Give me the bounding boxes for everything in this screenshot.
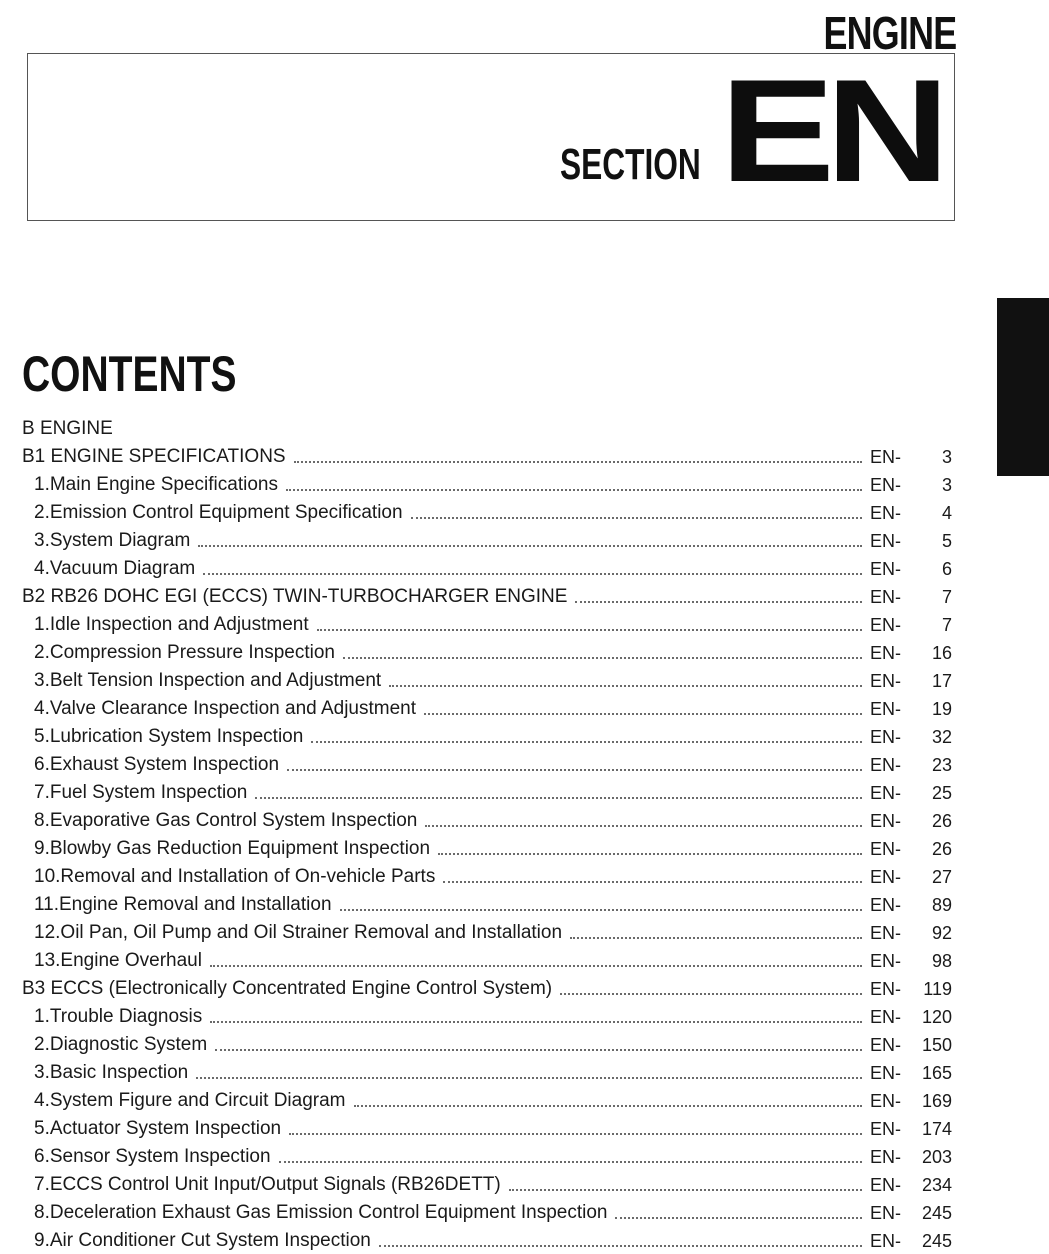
page-number: 169 [921, 1091, 952, 1111]
toc-entry[interactable] [22, 860, 952, 888]
toc-entry-label: 5.Lubrication System Inspection [34, 726, 304, 747]
page-prefix: EN- [870, 1231, 901, 1251]
chapter-title: ENGINE [823, 7, 956, 59]
dot-leader [203, 569, 862, 575]
page-number: 32 [931, 727, 952, 747]
page-prefix: EN- [870, 839, 901, 859]
page-number: 120 [921, 1007, 952, 1027]
page-number: 245 [921, 1203, 952, 1223]
toc-page-ref [862, 502, 952, 524]
toc-entry[interactable] [22, 1140, 952, 1168]
page-number: 7 [941, 587, 952, 607]
toc-entry[interactable] [22, 776, 952, 804]
toc-entry-label: 12.Oil Pan, Oil Pump and Oil Strainer Removal and Installation [34, 922, 563, 943]
toc-entry[interactable] [22, 916, 952, 944]
page-number: 26 [931, 839, 952, 859]
dot-leader [294, 457, 862, 463]
toc-entry-label: B1 ENGINE SPECIFICATIONS [22, 446, 286, 467]
dot-leader [379, 1241, 862, 1247]
dot-leader [340, 905, 862, 911]
toc-entry[interactable] [22, 524, 952, 552]
page-prefix: EN- [870, 671, 901, 691]
toc-entry-label: B2 RB26 DOHC EGI (ECCS) TWIN-TURBOCHARGER ENGINE [22, 586, 568, 607]
toc-page-ref [862, 446, 952, 468]
toc-entry[interactable] [22, 1000, 952, 1028]
page-prefix: EN- [870, 727, 901, 747]
toc-entry-label: 9.Blowby Gas Reduction Equipment Inspection [34, 838, 431, 859]
page-number: 245 [921, 1231, 952, 1251]
toc-page-ref [862, 1202, 952, 1224]
page-prefix: EN- [870, 951, 901, 971]
toc-entry[interactable] [22, 692, 952, 720]
dot-leader [570, 933, 862, 939]
toc-page-ref [862, 670, 952, 692]
dot-leader [560, 989, 862, 995]
dot-leader [443, 877, 862, 883]
page-number: 119 [923, 979, 952, 999]
toc-page-ref [862, 726, 952, 748]
toc-entry[interactable] [22, 1224, 952, 1252]
section-label: SECTION [560, 140, 701, 189]
page-prefix: EN- [870, 1035, 901, 1055]
toc-page-ref [862, 1174, 952, 1196]
page-number: 23 [931, 755, 952, 775]
dot-leader [286, 485, 862, 491]
page-number: 174 [921, 1119, 952, 1139]
toc-page-ref [862, 782, 952, 804]
dot-leader [438, 849, 862, 855]
page-prefix: EN- [870, 867, 901, 887]
page-number: 150 [921, 1035, 952, 1055]
page-prefix: EN- [870, 1175, 901, 1195]
toc-page-ref [862, 1146, 952, 1168]
page-number: 3 [941, 475, 952, 495]
dot-leader [389, 681, 862, 687]
page-number: 98 [931, 951, 952, 971]
toc-entry-label: 2.Compression Pressure Inspection [34, 642, 335, 663]
page-prefix: EN- [870, 1119, 901, 1139]
dot-leader [196, 1073, 862, 1079]
toc-page-ref [862, 698, 952, 720]
page-number: 6 [941, 559, 952, 579]
toc-entry-label: 8.Evaporative Gas Control System Inspection [34, 810, 418, 831]
toc-page-ref [862, 642, 952, 664]
page-prefix: EN- [870, 643, 901, 663]
toc-page-ref [862, 1090, 952, 1112]
toc-entry-label: 4.Valve Clearance Inspection and Adjustment [34, 698, 416, 719]
toc-page-ref [862, 894, 952, 916]
toc-entry[interactable] [22, 636, 952, 664]
contents-title: CONTENTS [22, 346, 237, 402]
dot-leader [311, 737, 862, 743]
toc-entry[interactable] [22, 1168, 952, 1196]
toc-entry[interactable] [22, 888, 952, 916]
dot-leader [210, 1017, 862, 1023]
toc-entry[interactable] [22, 748, 952, 776]
page-number: 19 [931, 699, 952, 719]
toc-group-label: B ENGINE [22, 418, 113, 439]
dot-leader [615, 1213, 862, 1219]
toc-page-ref [862, 1230, 952, 1252]
toc-entry-label: 3.Basic Inspection [34, 1062, 189, 1083]
toc-entry[interactable] [22, 1084, 952, 1112]
toc-entry-label: 10.Removal and Installation of On-vehicle Parts [34, 866, 436, 887]
toc-entry[interactable] [22, 804, 952, 832]
toc-page-ref [862, 978, 952, 1000]
toc-entry-label: 2.Diagnostic System [34, 1034, 208, 1055]
dot-leader [425, 821, 862, 827]
toc-page-ref [862, 1062, 952, 1084]
page-number: 89 [931, 895, 952, 915]
section-code: EN [720, 49, 941, 212]
dot-leader [279, 1157, 862, 1163]
toc-entry-label: 13.Engine Overhaul [34, 950, 202, 971]
page-prefix: EN- [870, 1203, 901, 1223]
page-number: 7 [941, 615, 952, 635]
toc-page-ref [862, 586, 952, 608]
page-prefix: EN- [870, 503, 901, 523]
toc-entry[interactable] [22, 832, 952, 860]
page-prefix: EN- [870, 531, 901, 551]
toc-section-entry[interactable] [22, 440, 952, 468]
page-prefix: EN- [870, 559, 901, 579]
page-number: 234 [921, 1175, 952, 1195]
toc-group-heading [22, 412, 952, 440]
toc-entry[interactable] [22, 1196, 952, 1224]
page-prefix: EN- [870, 615, 901, 635]
toc-entry-label: B3 ECCS (Electronically Concentrated Engine Control System) [22, 978, 553, 999]
toc-page-ref [862, 614, 952, 636]
toc-entry-label: 1.Main Engine Specifications [34, 474, 278, 495]
toc-page-ref [862, 1006, 952, 1028]
toc-entry-label: 11.Engine Removal and Installation [34, 894, 332, 915]
toc-page-ref [862, 866, 952, 888]
page-number: 16 [931, 643, 952, 663]
page-prefix: EN- [870, 811, 901, 831]
toc-entry[interactable] [22, 496, 952, 524]
page-number: 92 [931, 923, 952, 943]
toc-entry-label: 2.Emission Control Equipment Specification [34, 502, 403, 523]
dot-leader [424, 709, 862, 715]
toc-entry[interactable] [22, 1112, 952, 1140]
toc-entry-label: 6.Exhaust System Inspection [34, 754, 280, 775]
section-tab-marker [997, 298, 1049, 476]
toc-entry[interactable] [22, 608, 952, 636]
toc-page-ref [862, 530, 952, 552]
toc-page-ref [862, 754, 952, 776]
page-prefix: EN- [870, 895, 901, 915]
toc-page-ref [862, 1118, 952, 1140]
page-number: 27 [931, 867, 952, 887]
page-prefix: EN- [870, 979, 901, 999]
dot-leader [354, 1101, 863, 1107]
dot-leader [198, 541, 862, 547]
dot-leader [317, 625, 862, 631]
page-number: 4 [941, 503, 952, 523]
table-of-contents [22, 412, 952, 1252]
page-prefix: EN- [870, 1147, 901, 1167]
toc-entry-label: 1.Trouble Diagnosis [34, 1006, 203, 1027]
page-number: 17 [931, 671, 952, 691]
dot-leader [509, 1185, 862, 1191]
page-prefix: EN- [870, 1063, 901, 1083]
toc-page-ref [862, 558, 952, 580]
toc-page-ref [862, 950, 952, 972]
toc-page-ref [862, 838, 952, 860]
page-number: 3 [941, 447, 952, 467]
toc-entry[interactable] [22, 468, 952, 496]
dot-leader [255, 793, 862, 799]
page-prefix: EN- [870, 923, 901, 943]
page-prefix: EN- [870, 587, 901, 607]
dot-leader [289, 1129, 862, 1135]
toc-entry[interactable] [22, 552, 952, 580]
toc-entry-label: 1.Idle Inspection and Adjustment [34, 614, 309, 635]
toc-entry[interactable] [22, 664, 952, 692]
toc-section-entry[interactable] [22, 972, 952, 1000]
dot-leader [575, 597, 862, 603]
dot-leader [343, 653, 862, 659]
toc-entry[interactable] [22, 944, 952, 972]
toc-page-ref [862, 1034, 952, 1056]
toc-entry-label: 7.Fuel System Inspection [34, 782, 248, 803]
page-number: 26 [931, 811, 952, 831]
toc-page-ref [862, 810, 952, 832]
toc-entry-label: 9.Air Conditioner Cut System Inspection [34, 1230, 371, 1251]
page-prefix: EN- [870, 1007, 901, 1027]
toc-entry-label: 5.Actuator System Inspection [34, 1118, 282, 1139]
page-prefix: EN- [870, 475, 901, 495]
toc-entry-label: 4.Vacuum Diagram [34, 558, 196, 579]
dot-leader [287, 765, 862, 771]
page-prefix: EN- [870, 755, 901, 775]
page-prefix: EN- [870, 447, 901, 467]
page-prefix: EN- [870, 699, 901, 719]
toc-entry[interactable] [22, 1056, 952, 1084]
dot-leader [215, 1045, 862, 1051]
toc-entry-label: 3.Belt Tension Inspection and Adjustment [34, 670, 382, 691]
toc-entry-label: 8.Deceleration Exhaust Gas Emission Control Equipment Inspection [34, 1202, 608, 1223]
page-prefix: EN- [870, 783, 901, 803]
dot-leader [210, 961, 862, 967]
toc-entry-label: 3.System Diagram [34, 530, 191, 551]
page-number: 203 [921, 1147, 952, 1167]
toc-entry-label: 6.Sensor System Inspection [34, 1146, 271, 1167]
page-number: 165 [921, 1063, 952, 1083]
dot-leader [411, 513, 862, 519]
toc-section-entry[interactable] [22, 580, 952, 608]
toc-entry-label: 7.ECCS Control Unit Input/Output Signals (RB26DETT) [34, 1174, 501, 1195]
toc-entry[interactable] [22, 720, 952, 748]
toc-page-ref [862, 474, 952, 496]
toc-entry[interactable] [22, 1028, 952, 1056]
page-number: 25 [931, 783, 952, 803]
toc-entry-label: 4.System Figure and Circuit Diagram [34, 1090, 346, 1111]
page-prefix: EN- [870, 1091, 901, 1111]
page-number: 5 [941, 531, 952, 551]
toc-page-ref [862, 922, 952, 944]
